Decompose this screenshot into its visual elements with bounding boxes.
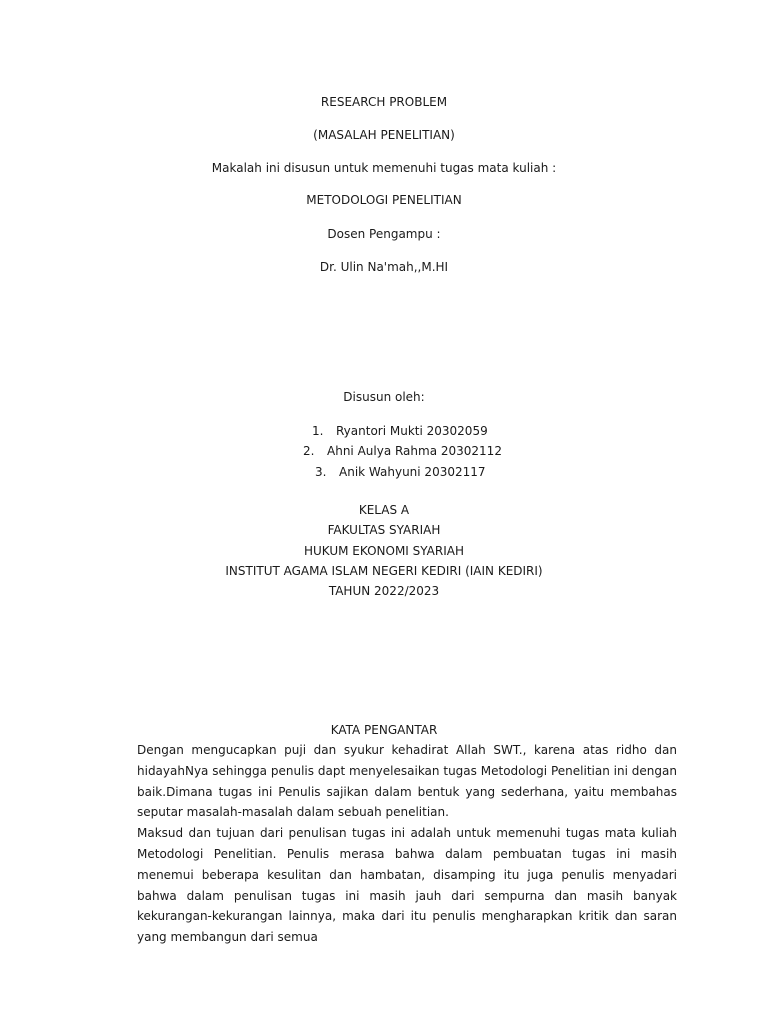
author-number: 3. (315, 465, 327, 479)
program-name: HUKUM EKONOMI SYARIAH (303, 544, 464, 558)
preface-heading: KATA PENGANTAR (330, 723, 438, 737)
document-subtitle: (MASALAH PENELITIAN) (313, 128, 455, 142)
document-title: RESEARCH PROBLEM (320, 95, 448, 109)
lecturer-label: Dosen Pengampu : (327, 227, 441, 241)
lecturer-name: Dr. Ulin Na'mah,,M.HI (319, 260, 449, 274)
preface-paragraph: Maksud dan tujuan dari penulisan tugas ini adalah untuk memenuhi tugas mata kuliah Metodologi Penelitian. Penulis merasa bahwa dalam pembuatan tugas ini masih menemui beberapa kesulitan dan hambatan, disamping itu juga penulis menyadari bahwa dalam penulisan tugas ini masih jauh dari sempurna dan masih banyak kekurangan-kekurangan lainnya, maka dari itu penulis mengharapkan kritik dan saran yang membangun dari semua (137, 826, 677, 945)
author-number: 1. (312, 424, 324, 438)
faculty-name: FAKULTAS SYARIAH (327, 523, 441, 537)
institute-name: INSTITUT AGAMA ISLAM NEGERI KEDIRI (IAIN KEDIRI) (225, 564, 543, 578)
author-item (312, 423, 488, 439)
class-name: KELAS A (358, 503, 410, 517)
author-name: Ahni Aulya Rahma 20302112 (327, 444, 502, 458)
course-name: METODOLOGI PENELITIAN (306, 193, 462, 207)
preface-paragraph: Dengan mengucapkan puji dan syukur kehadirat Allah SWT., karena atas ridho dan hidayahNya sehingga penulis dapt menyelesaikan tugas Metodologi Penelitian ini dengan baik.Dimana tugas ini Penulis sajikan dalam bentuk yang sederhana, yaitu membahas seputar masalah-masalah dalam sebuah penelitian. (137, 743, 677, 820)
author-item (315, 464, 486, 480)
preface-body (137, 740, 677, 948)
authors-label: Disusun oleh: (343, 390, 425, 404)
purpose-line: Makalah ini disusun untuk memenuhi tugas mata kuliah : (211, 161, 557, 175)
author-item (303, 443, 502, 459)
author-name: Ryantori Mukti 20302059 (336, 424, 488, 438)
academic-year: TAHUN 2022/2023 (328, 584, 440, 598)
author-number: 2. (303, 444, 315, 458)
author-name: Anik Wahyuni 20302117 (339, 465, 486, 479)
